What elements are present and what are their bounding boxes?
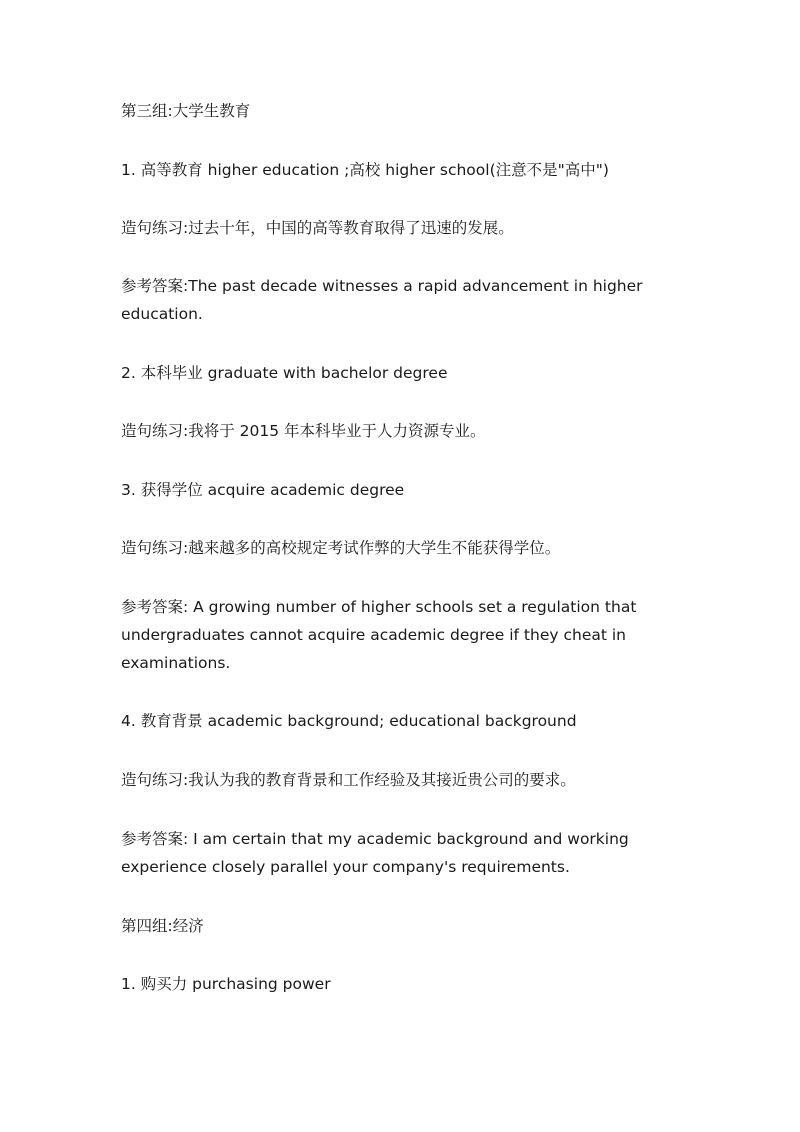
answer-line: undergraduates cannot acquire academic degree if they cheat in bbox=[121, 626, 626, 644]
answer-line: 参考答案: A growing number of higher schools set a regulation that bbox=[121, 598, 637, 616]
term-line: 1. 高等教育 higher education ;高校 higher school(注意不是"高中") bbox=[121, 161, 609, 179]
term-line: 1. 购买力 purchasing power bbox=[121, 975, 331, 993]
answer-line: experience closely parallel your company's requirements. bbox=[121, 858, 570, 876]
practice-sentence: 造句练习:过去十年，中国的高等教育取得了迅速的发展。 bbox=[121, 219, 514, 237]
section-heading: 第三组:大学生教育 bbox=[121, 102, 251, 120]
term-line: 4. 教育背景 academic background; educational background bbox=[121, 712, 577, 730]
practice-sentence: 造句练习:越来越多的高校规定考试作弊的大学生不能获得学位。 bbox=[121, 539, 561, 557]
practice-sentence: 造句练习:我认为我的教育背景和工作经验及其接近贵公司的要求。 bbox=[121, 771, 576, 789]
term-line: 3. 获得学位 acquire academic degree bbox=[121, 481, 405, 499]
answer-line: 参考答案: I am certain that my academic background and working bbox=[121, 830, 629, 848]
answer-line: examinations. bbox=[121, 654, 231, 672]
section-heading: 第四组:经济 bbox=[121, 917, 204, 935]
answer-line: 参考答案:The past decade witnesses a rapid advancement in higher bbox=[121, 277, 643, 295]
term-line: 2. 本科毕业 graduate with bachelor degree bbox=[121, 364, 448, 382]
answer-line: education. bbox=[121, 305, 203, 323]
practice-sentence: 造句练习:我将于 2015 年本科毕业于人力资源专业。 bbox=[121, 422, 486, 440]
